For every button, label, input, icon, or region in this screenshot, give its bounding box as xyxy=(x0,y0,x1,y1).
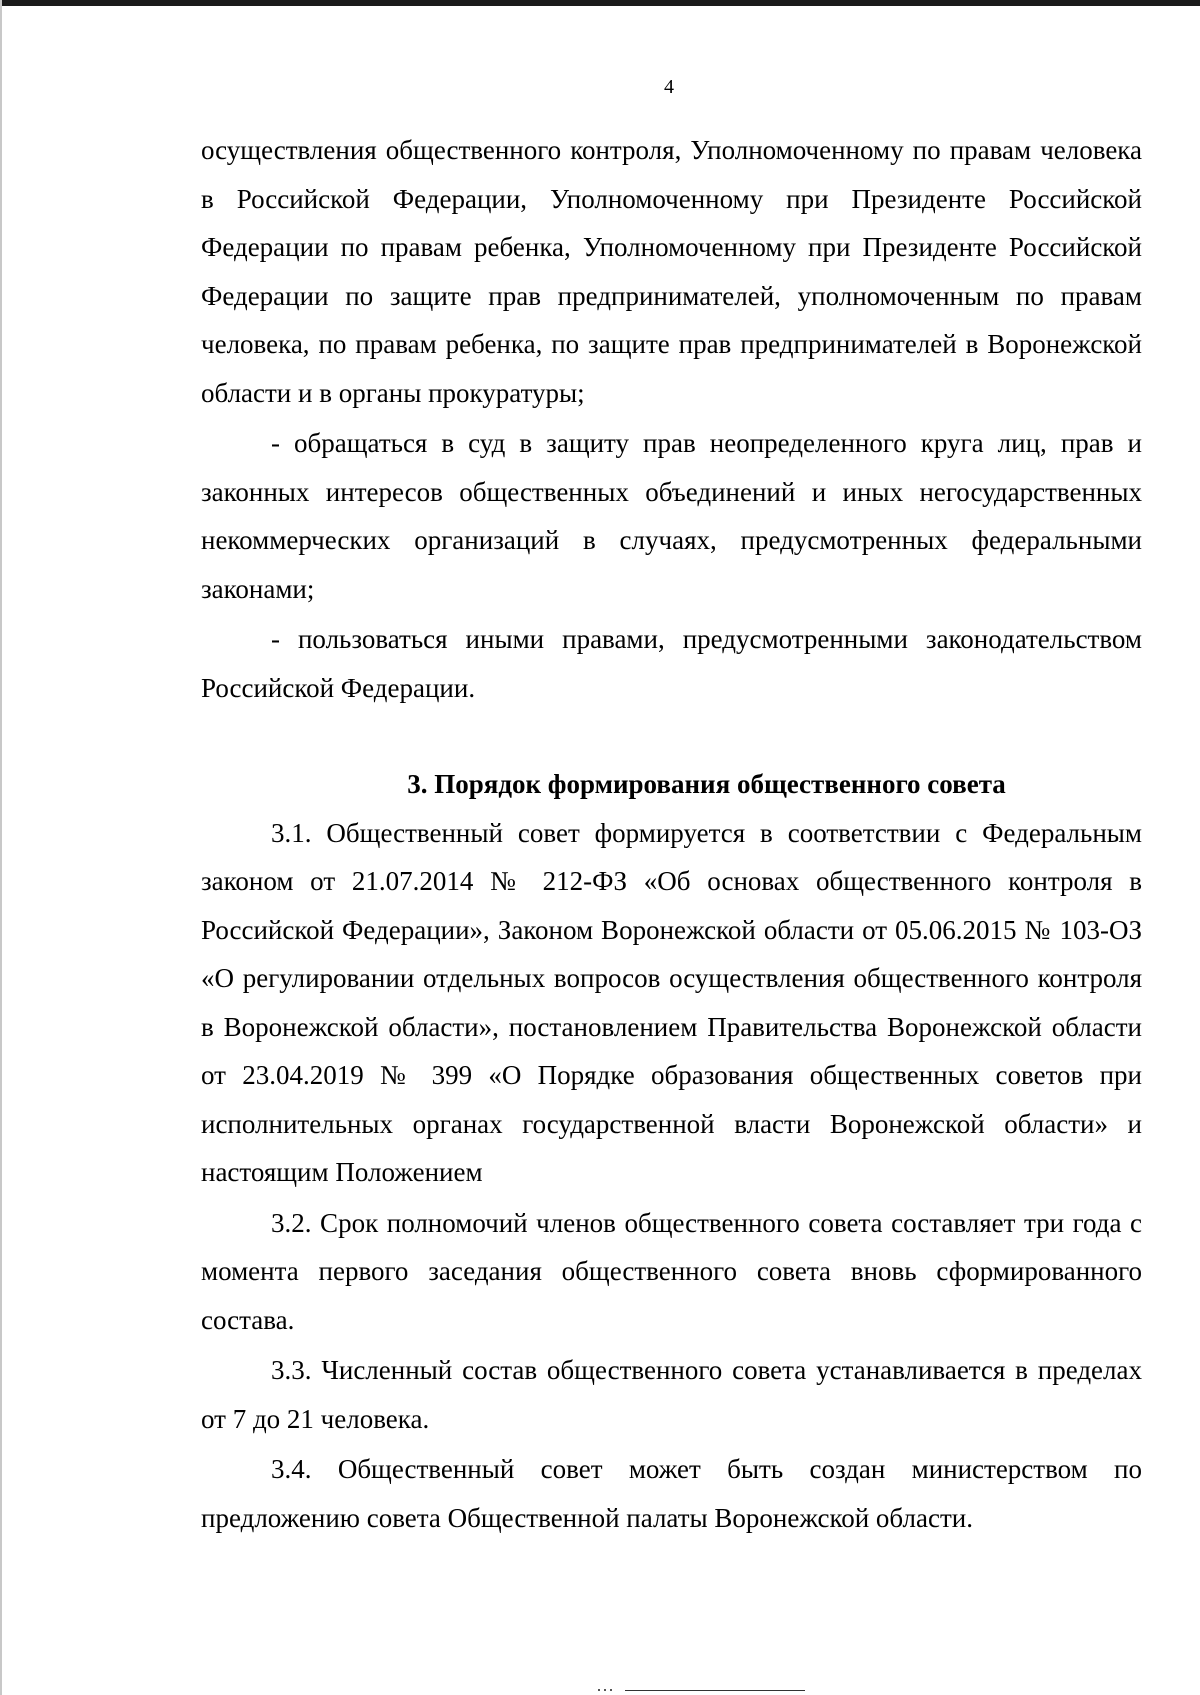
paragraph-continuation: осуществления общественного контроля, Уполномоченному по правам человека в Российской Федерации, Уполномоченному при Президенте Российской Федерации по правам ребенка, Уполномоченному при Президенте Российской Федерации по защите прав предпринимателей, уполномоченным по правам человека, по правам ребенка, по защите прав предпринимателей в Воронежской области и в органы прокуратуры; xyxy=(201,135,1142,408)
clause-3-2: 3.2. Срок полномочий членов общественного совета составляет три года с момента первого заседания общественного совета вновь сформированного состава. xyxy=(201,1207,1142,1335)
scan-edge-top xyxy=(0,0,1200,6)
paragraph-court-right: - обращаться в суд в защиту прав неопределенного круга лиц, прав и законных интересов общественных объединений и иных негосударственных некоммерческих организаций в случаях, предусмотренных федеральными законами; xyxy=(201,428,1142,604)
clause-3-3: 3.3. Численный состав общественного совета устанавливается в пределах от 7 до 21 человека. xyxy=(201,1355,1142,1434)
footer-dots xyxy=(598,1689,616,1691)
clause-3-4: 3.4. Общественный совет может быть создан министерством по предложению совета Общественной палаты Воронежской области. xyxy=(201,1454,1142,1533)
page-number: 4 xyxy=(664,76,674,98)
footer-rule xyxy=(625,1690,805,1691)
paragraph-other-rights: - пользоваться иными правами, предусмотренными законодательством Российской Федерации. xyxy=(201,624,1142,703)
clause-3-1: 3.1. Общественный совет формируется в соответствии с Федеральным законом от 21.07.2014 № 212-ФЗ «Об основах общественного контроля в Российской Федерации», Законом Воронежской области от 05.06.2015 № 103-ОЗ «О регулировании отдельных вопросов осуществления общественного контроля в Воронежской области», постановлением Правительства Воронежской области от 23.04.2019 № 399 «О Порядке образования общественных советов при исполнительных органах государственной власти Воронежской области» и настоящим Положением xyxy=(201,817,1142,1187)
document-body xyxy=(201,126,1142,1542)
scan-edge-left xyxy=(0,0,2,1695)
section-heading: 3. Порядок формирования общественного совета xyxy=(407,769,1006,799)
